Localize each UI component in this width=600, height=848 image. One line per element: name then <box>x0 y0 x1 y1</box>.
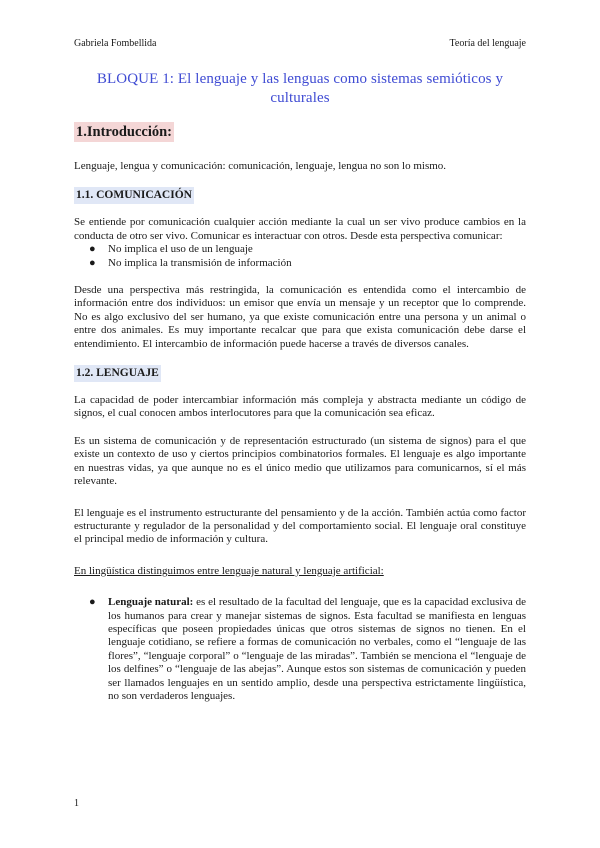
section-lenguaje <box>74 365 526 703</box>
comunicacion-paragraph-2: Desde una perspectiva más restringida, la comunicación es entendida como el intercambio de información entre dos individuos: un emisor que envía un mensaje y un receptor que lo comprende. No es algo exclusivo del ser humano, ya que existe comunicación entre una persona y un animal o entre dos animales. Es muy importante recalcar que para que exista comunicación debe darse el entendimiento. El intercambio de información puede hacerse a través de diversos canales. <box>74 284 526 350</box>
page-content <box>74 70 526 703</box>
term-definition: es el resultado de la facultad del lenguaje, que es la capacidad exclusiva de los humanos para crear y manejar sistemas de signos. Esta facultad se manifiesta en lenguas específicas que poseen propiedades únicas que otros sistemas de signos no tienen. En el lenguaje cotidiano, se refiere a formas de comunicación no verbales, como el “lenguaje de las flores”, “lenguaje corporal” o “lenguaje de las miradas”. También se menciona el “lenguaje de los delfines” o “lenguaje de las abejas”. Aunque estos son sistemas de comunicación y pueden ser llamados lenguajes en un sentido amplio, desde una perspectiva estrictamente lingüística, no son verdaderos lenguajes. <box>108 596 526 702</box>
page-title: BLOQUE 1: El lenguaje y las lenguas como sistemas semióticos y culturales <box>96 71 504 106</box>
lenguaje-paragraph-2: Es un sistema de comunicación y de representación estructurado (un sistema de signos) para el que existe un contexto de uso y ciertos principios combinatorios formales. El lenguaje es algo importante en nuestras vidas, ya que aunque no es el único medio que utilizamos para comunicarnos, sí el más relevante. <box>74 434 526 488</box>
term-label: Lenguaje natural: <box>108 596 194 609</box>
comunicacion-bullet-list <box>74 243 526 270</box>
list-item <box>74 243 526 256</box>
lenguaje-terms-list <box>74 596 526 703</box>
section-introduccion <box>74 122 526 173</box>
list-item <box>74 596 526 703</box>
bullet-icon: ● <box>89 243 96 256</box>
section-heading-introduccion: 1.Introducción: <box>76 124 173 140</box>
intro-paragraph: Lenguaje, lengua y comunicación: comunicación, lenguaje, lengua no son lo mismo. <box>74 160 447 172</box>
bullet-icon: ● <box>89 596 96 609</box>
section-comunicacion <box>74 187 526 351</box>
comunicacion-paragraph-1: Se entiende por comunicación cualquier acción mediante la cual un ser vivo produce cambios en la conducta de otro ser vivo. Comunicar es interactuar con otros. Desde esta perspectiva comunicar: <box>74 216 526 242</box>
lenguaje-paragraph-1: La capacidad de poder intercambiar información más compleja y abstracta mediante un código de signos, el cual conocen ambos interlocutores para que la comunicación sea eficaz. <box>74 394 526 420</box>
list-item <box>74 257 526 270</box>
bullet-icon: ● <box>89 256 96 269</box>
page-number: 1 <box>74 798 79 809</box>
list-item-text: No implica el uso de un lenguaje <box>108 243 253 256</box>
lenguaje-underlined-intro: En lingüística distinguimos entre lenguaje natural y lenguaje artificial: <box>74 564 384 577</box>
section-heading-lenguaje: 1.2. LENGUAJE <box>74 365 161 382</box>
section-heading-comunicacion: 1.1. COMUNICACIÓN <box>74 187 194 204</box>
header-author: Gabriela Fombellida <box>74 38 157 49</box>
lenguaje-paragraph-3: El lenguaje es el instrumento estructurante del pensamiento y de la acción. También actúa como factor estructurante y regulador de la personalidad y del comportamiento social. El lenguaje oral constituye el principal medio de información y cultura. <box>74 506 526 546</box>
list-item-text: No implica la transmisión de información <box>108 256 292 269</box>
header-subject: Teoría del lenguaje <box>449 38 526 49</box>
